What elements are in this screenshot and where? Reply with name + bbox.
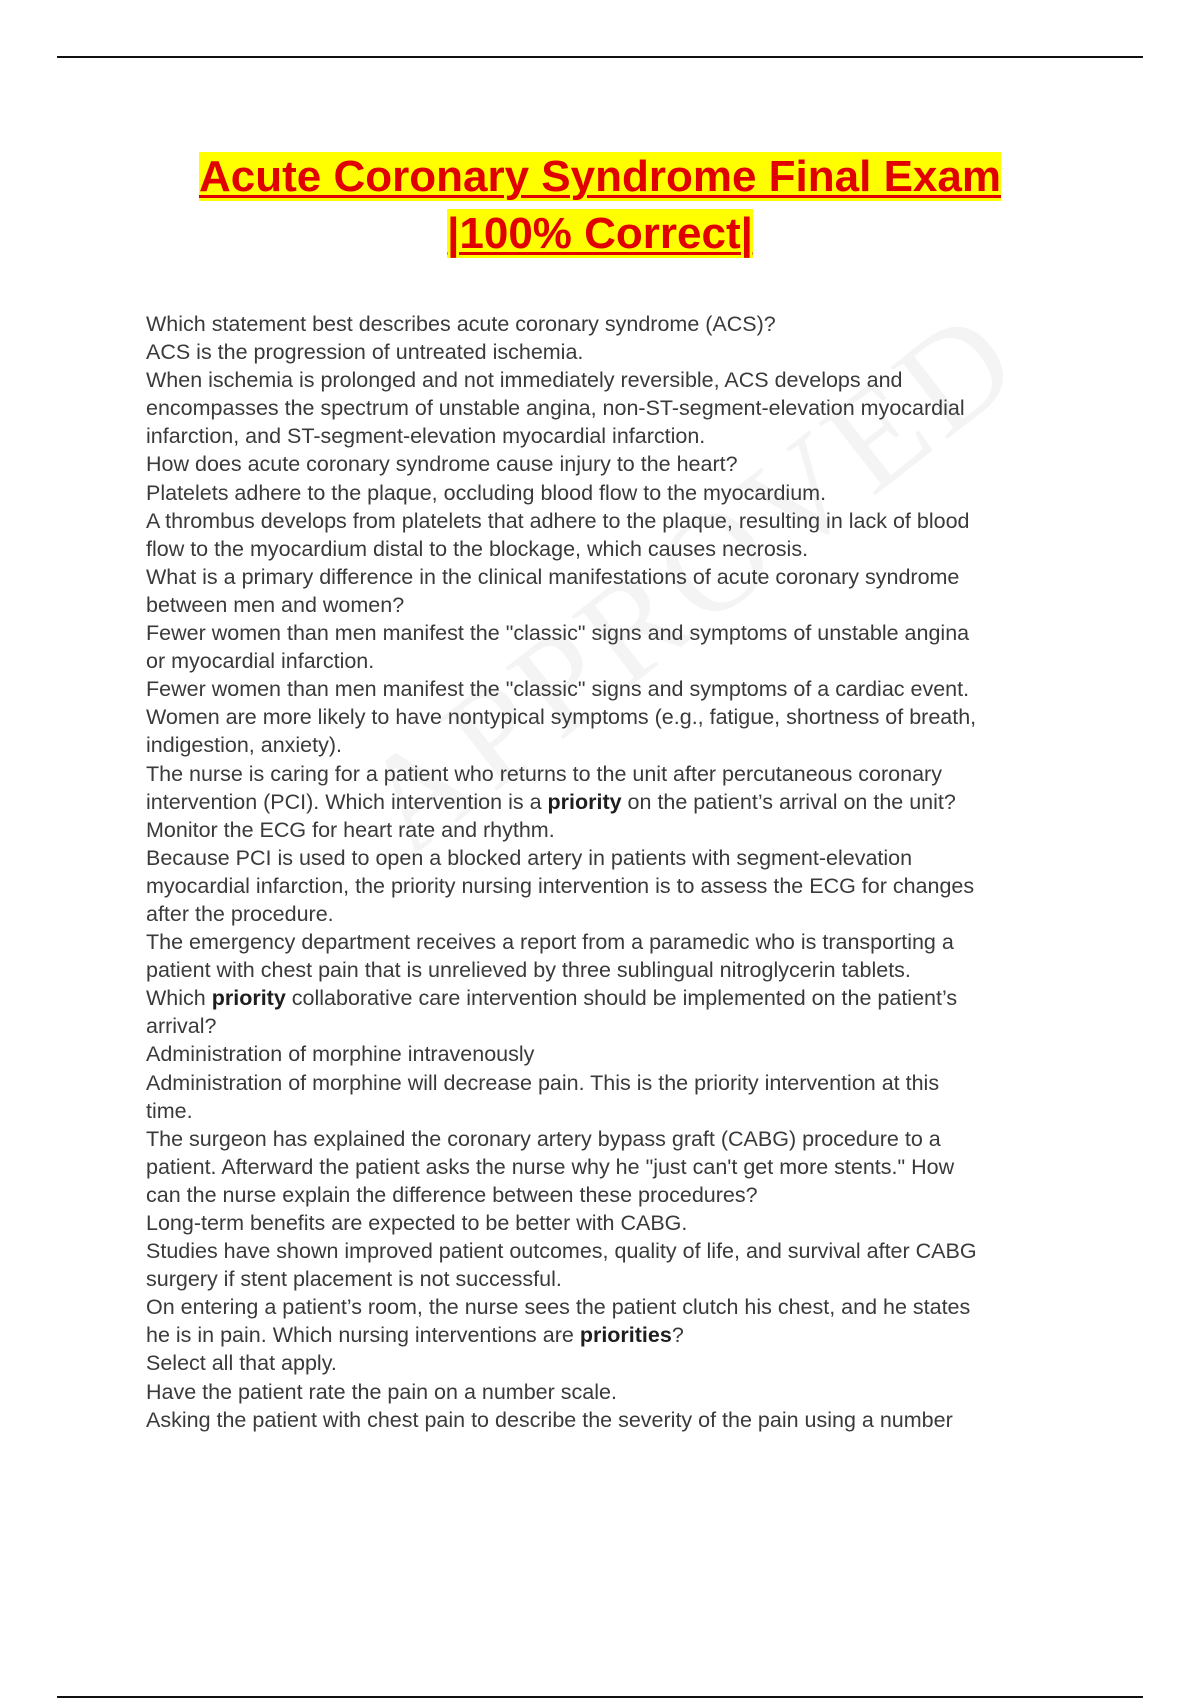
body-line: ACS is the progression of untreated ischemia.	[146, 340, 584, 365]
body-line: Select all that apply.	[146, 1351, 337, 1376]
body-line: Administration of morphine intravenously	[146, 1042, 535, 1067]
body-line	[146, 788, 1091, 816]
body-line: arrival?	[146, 1014, 217, 1039]
body-line: patient with chest pain that is unrelieved by three sublingual nitroglycerin tablets.	[146, 958, 911, 983]
body-line: between men and women?	[146, 592, 405, 617]
bold-keyword: priority	[547, 789, 622, 814]
body-line: Administration of morphine will decrease pain. This is the priority intervention at this	[146, 1070, 940, 1095]
body-line: Which statement best describes acute coronary syndrome (ACS)?	[146, 312, 776, 336]
body-line: Studies have shown improved patient outcomes, quality of life, and survival after CABG	[146, 1239, 977, 1264]
body-line: What is a primary difference in the clinical manifestations of acute coronary syndrome	[146, 564, 960, 589]
title-line-1: Acute Coronary Syndrome Final Exam	[199, 152, 1001, 201]
body-line: indigestion, anxiety).	[146, 733, 342, 758]
body-line-text: on the patient’s arrival on the unit?	[621, 789, 956, 814]
qa-body	[146, 310, 1091, 1434]
body-line: How does acute coronary syndrome cause injury to the heart?	[146, 452, 738, 477]
body-line: after the procedure.	[146, 901, 334, 926]
title-line-2: |100% Correct|	[447, 209, 753, 258]
body-line: Because PCI is used to open a blocked artery in patients with segment-elevation	[146, 845, 913, 870]
body-line: Fewer women than men manifest the "classic" signs and symptoms of unstable angina	[146, 621, 970, 646]
body-line: Have the patient rate the pain on a number scale.	[146, 1379, 617, 1404]
body-line-text: ?	[671, 1323, 684, 1348]
body-line: infarction, and ST-segment-elevation myocardial infarction.	[146, 424, 706, 449]
body-line	[146, 984, 1091, 1012]
document-title	[100, 148, 1100, 262]
body-line: A thrombus develops from platelets that adhere to the plaque, resulting in lack of blood	[146, 508, 970, 533]
bottom-rule	[57, 1696, 1143, 1698]
body-line: patient. Afterward the patient asks the nurse why he "just can't get more stents." How	[146, 1154, 955, 1179]
body-line: myocardial infarction, the priority nursing intervention is to assess the ECG for changes	[146, 873, 975, 898]
body-line: Platelets adhere to the plaque, occluding blood flow to the myocardium.	[146, 480, 827, 505]
body-line: The emergency department receives a report from a paramedic who is transporting a	[146, 930, 954, 955]
body-line: or myocardial infarction.	[146, 649, 375, 674]
body-line: Monitor the ECG for heart rate and rhythm.	[146, 817, 555, 842]
bold-keyword: priority	[211, 986, 286, 1011]
body-line-text: collaborative care intervention should be implemented on the patient’s	[285, 986, 958, 1011]
body-line: flow to the myocardium distal to the blockage, which causes necrosis.	[146, 536, 809, 561]
body-line-text: Which	[146, 986, 212, 1011]
body-line: When ischemia is prolonged and not immediately reversible, ACS develops and	[146, 368, 903, 393]
body-line: The surgeon has explained the coronary artery bypass graft (CABG) procedure to a	[146, 1126, 941, 1151]
body-line: encompasses the spectrum of unstable angina, non-ST-segment-elevation myocardial	[146, 396, 965, 421]
body-line: Fewer women than men manifest the "classic" signs and symptoms of a cardiac event.	[146, 677, 970, 702]
body-line: Women are more likely to have nontypical symptoms (e.g., fatigue, shortness of breath,	[146, 705, 977, 730]
top-rule	[57, 56, 1143, 58]
body-line-text: intervention (PCI). Which intervention is a	[146, 789, 548, 814]
body-line: Asking the patient with chest pain to describe the severity of the pain using a number	[146, 1407, 953, 1432]
body-line: surgery if stent placement is not successful.	[146, 1267, 562, 1292]
body-line: The nurse is caring for a patient who returns to the unit after percutaneous coronary	[146, 761, 942, 786]
body-line: On entering a patient’s room, the nurse sees the patient clutch his chest, and he states	[146, 1295, 971, 1320]
body-line	[146, 1321, 1091, 1349]
body-line-text: he is in pain. Which nursing interventions are	[146, 1323, 580, 1348]
body-line: Long-term benefits are expected to be better with CABG.	[146, 1211, 688, 1235]
body-line: time.	[146, 1098, 193, 1123]
bold-keyword: priorities	[579, 1323, 672, 1348]
body-line: can the nurse explain the difference between these procedures?	[146, 1182, 758, 1207]
